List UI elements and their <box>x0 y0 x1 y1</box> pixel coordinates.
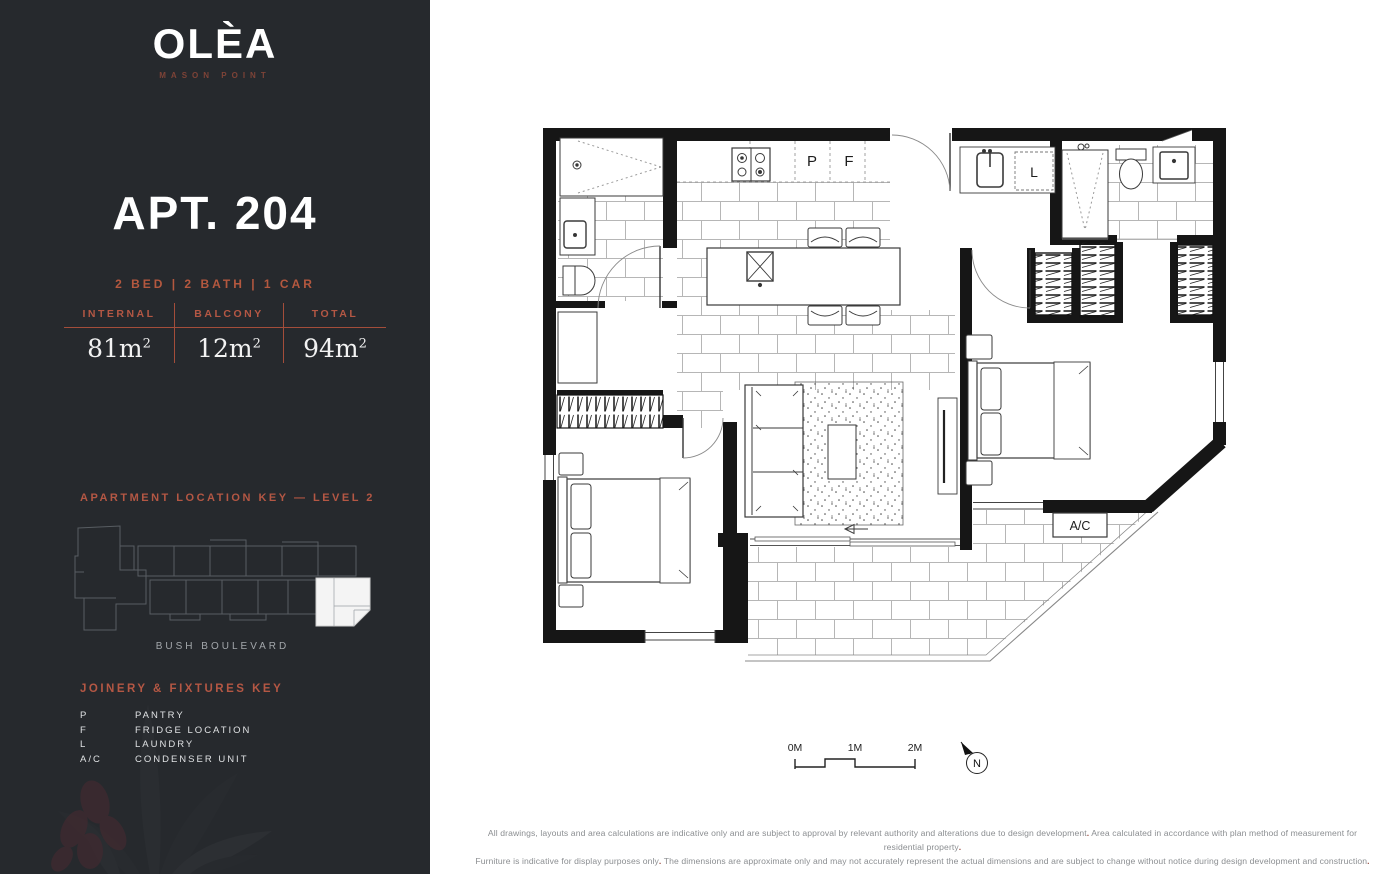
laundry-label: L <box>1030 164 1038 180</box>
storage-cabinet <box>558 312 597 383</box>
disclaimer-line-1: All drawings, layouts and area calculations are indicative only and are subject to approval by relevant authority and alterations due to design development. Area calculated in accordance with plan method of measurement for residential property. <box>487 828 1358 852</box>
master-side-table <box>966 335 992 359</box>
bedroom2-bottom-window <box>645 630 715 643</box>
ensuite-vanity <box>1153 147 1195 183</box>
apartment-config: 2 BED | 2 BATH | 1 CAR <box>115 277 315 291</box>
scale-and-north <box>780 733 1010 788</box>
ac-label: A/C <box>1069 519 1091 533</box>
area-value: $94m^2$ <box>284 327 386 363</box>
entry-door <box>892 133 950 191</box>
scale-tick-2: 2M <box>907 742 923 754</box>
north-label: N <box>973 758 981 770</box>
bedroom2-left-window <box>543 455 556 480</box>
cooktop <box>732 148 770 181</box>
master-side-table <box>966 461 992 485</box>
location-key-map <box>70 512 375 640</box>
area-col-balcony <box>174 303 284 363</box>
slide-arrow <box>845 525 868 534</box>
fixture-item-fridge: F FRIDGE LOCATION <box>80 724 252 736</box>
fixtures-key-list <box>80 707 251 765</box>
fixture-item-pantry: P PANTRY <box>80 710 185 721</box>
scale-tick-0: 0M <box>787 742 803 754</box>
area-value: $81m^2$ <box>64 327 174 363</box>
logo-subtitle: MASON POINT <box>159 71 271 80</box>
logo-title: OLÈA <box>152 20 278 67</box>
area-col-total <box>284 303 386 363</box>
highlighted-unit <box>316 578 370 626</box>
location-key-title: APARTMENT LOCATION KEY — LEVEL 2 <box>80 492 375 504</box>
fixture-item-laundry: L LAUNDRY <box>80 739 195 750</box>
island-bench <box>707 248 900 305</box>
master-right-window <box>1213 362 1226 422</box>
bedroom2-side-table <box>559 585 583 607</box>
logo <box>0 20 430 80</box>
island-sink <box>747 252 773 287</box>
fridge-label: F <box>844 153 854 170</box>
area-value: $12m^2$ <box>175 327 283 363</box>
scale-tick-1: 1M <box>847 742 863 754</box>
tv-unit <box>938 398 957 494</box>
apartment-title: APT. 204 <box>112 187 318 239</box>
north-arrow-icon <box>961 742 988 774</box>
bedroom2-bed <box>558 477 690 583</box>
area-label: BALCONY <box>194 308 264 320</box>
area-label: TOTAL <box>311 308 359 320</box>
fixtures-key-title: JOINERY & FIXTURES KEY <box>80 683 284 695</box>
master-door <box>972 250 1030 308</box>
disclaimer <box>430 826 1391 868</box>
area-label: INTERNAL <box>82 308 156 320</box>
area-col-internal <box>64 303 174 363</box>
pantry-label: P <box>806 153 818 170</box>
balcony-sliding-door <box>750 537 960 546</box>
coffee-table <box>828 425 856 479</box>
chamfer-wall <box>1148 442 1221 507</box>
scale-bar <box>788 742 923 769</box>
sidebar <box>0 0 430 874</box>
toilet <box>563 266 595 295</box>
floor-plan-panel <box>430 0 1397 874</box>
fixture-item-ac: A/C CONDENSER UNIT <box>80 753 249 765</box>
ensuite-shower-head <box>1078 144 1084 150</box>
disclaimer-line-2: Furniture is indicative for display purposes only. The dimensions are approximate only and may not accurately represent the actual dimensions and are subject to change without notice during design development and construction. <box>475 856 1370 866</box>
area-table <box>64 303 386 363</box>
street-label: BUSH BOULEVARD <box>155 641 290 652</box>
floor-plan <box>540 125 1245 670</box>
master-bed <box>968 361 1090 460</box>
master-bottom-window <box>973 503 1043 510</box>
sofa <box>745 385 803 517</box>
bedroom2-side-table <box>559 453 583 475</box>
